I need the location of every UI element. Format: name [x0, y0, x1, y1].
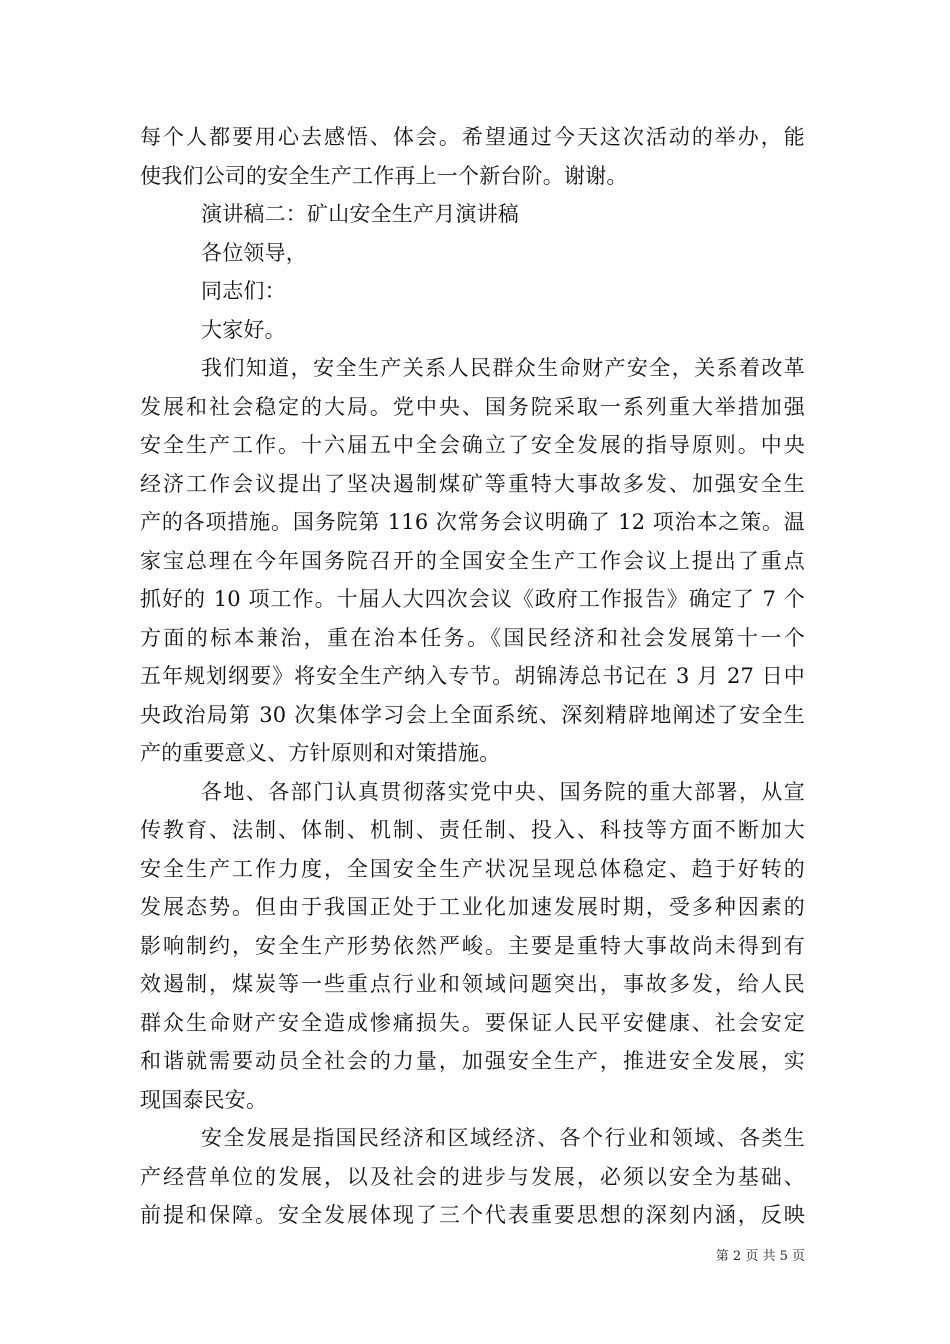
text-line: 群众生命财产安全造成惨痛损失。要保证人民平安健康、社会安定 — [140, 1010, 805, 1035]
text-line: 演讲稿二：矿山安全生产月演讲稿 — [201, 202, 519, 226]
text-line: 前提和保障。安全发展体现了三个代表重要思想的深刻内涵，反映 — [140, 1203, 805, 1227]
text-line: 安全生产工作力度，全国安全生产状况呈现总体稳定、趋于好转的 — [140, 856, 805, 881]
text-line: 现国泰民安。 — [140, 1087, 268, 1112]
text-line: 各位领导， — [201, 240, 307, 265]
text-line: 同志们： — [201, 279, 286, 303]
text-line: 各地、各部门认真贯彻落实党中央、国务院的重大部署，从宣 — [201, 779, 805, 804]
text-line: 发展态势。但由于我国正处于工业化加速发展时期，受多种因素的 — [140, 895, 805, 919]
text-line: 安全生产工作。十六届五中全会确立了安全发展的指导原则。中央 — [140, 433, 805, 457]
text-line: 传教育、法制、体制、机制、责任制、投入、科技等方面不断加大 — [140, 818, 805, 842]
text-line: 产的各项措施。国务院第 116 次常务会议明确了 12 项治本之策。温 — [140, 510, 805, 534]
text-line: 产的重要意义、方针原则和对策措施。 — [140, 741, 501, 765]
document-body — [140, 118, 805, 1235]
text-line: 使我们公司的安全生产工作再上一个新台阶。谢谢。 — [140, 163, 628, 188]
text-line: 效遏制，煤炭等一些重点行业和领域问题突出，事故多发，给人民 — [140, 972, 805, 996]
text-line: 我们知道，安全生产关系人民群众生命财产安全，关系着改革 — [201, 356, 805, 380]
text-line: 抓好的 10 项工作。十届人大四次会议《政府工作报告》确定了 7 个 — [140, 587, 805, 611]
page-footer: 第 2 页 共 5 页 — [715, 1249, 805, 1264]
text-line: 大家好。 — [201, 317, 286, 342]
text-line: 经济工作会议提出了坚决遏制煤矿等重特大事故多发、加强安全生 — [140, 471, 805, 496]
text-line: 每个人都要用心去感悟、体会。希望通过今天这次活动的举办，能 — [140, 125, 805, 149]
text-line: 五年规划纲要》将安全生产纳入专节。胡锦涛总书记在 3 月 27 日中 — [140, 664, 805, 688]
text-line: 方面的标本兼治，重在治本任务。《国民经济和社会发展第十一个 — [140, 625, 805, 650]
text-line: 发展和社会稳定的大局。党中央、国务院采取一系列重大举措加强 — [140, 394, 805, 419]
text-line: 影响制约，安全生产形势依然严峻。主要是重特大事故尚未得到有 — [140, 933, 805, 958]
text-line: 产经营单位的发展，以及社会的进步与发展，必须以安全为基础、 — [140, 1164, 805, 1189]
text-line: 央政治局第 30 次集体学习会上全面系统、深刻精辟地阐述了安全生 — [140, 702, 805, 727]
text-line: 安全发展是指国民经济和区域经济、各个行业和领域、各类生 — [201, 1126, 805, 1150]
text-line: 家宝总理在今年国务院召开的全国安全生产工作会议上提出了重点 — [140, 548, 805, 573]
text-line: 和谐就需要动员全社会的力量，加强安全生产，推进安全发展，实 — [140, 1049, 805, 1073]
